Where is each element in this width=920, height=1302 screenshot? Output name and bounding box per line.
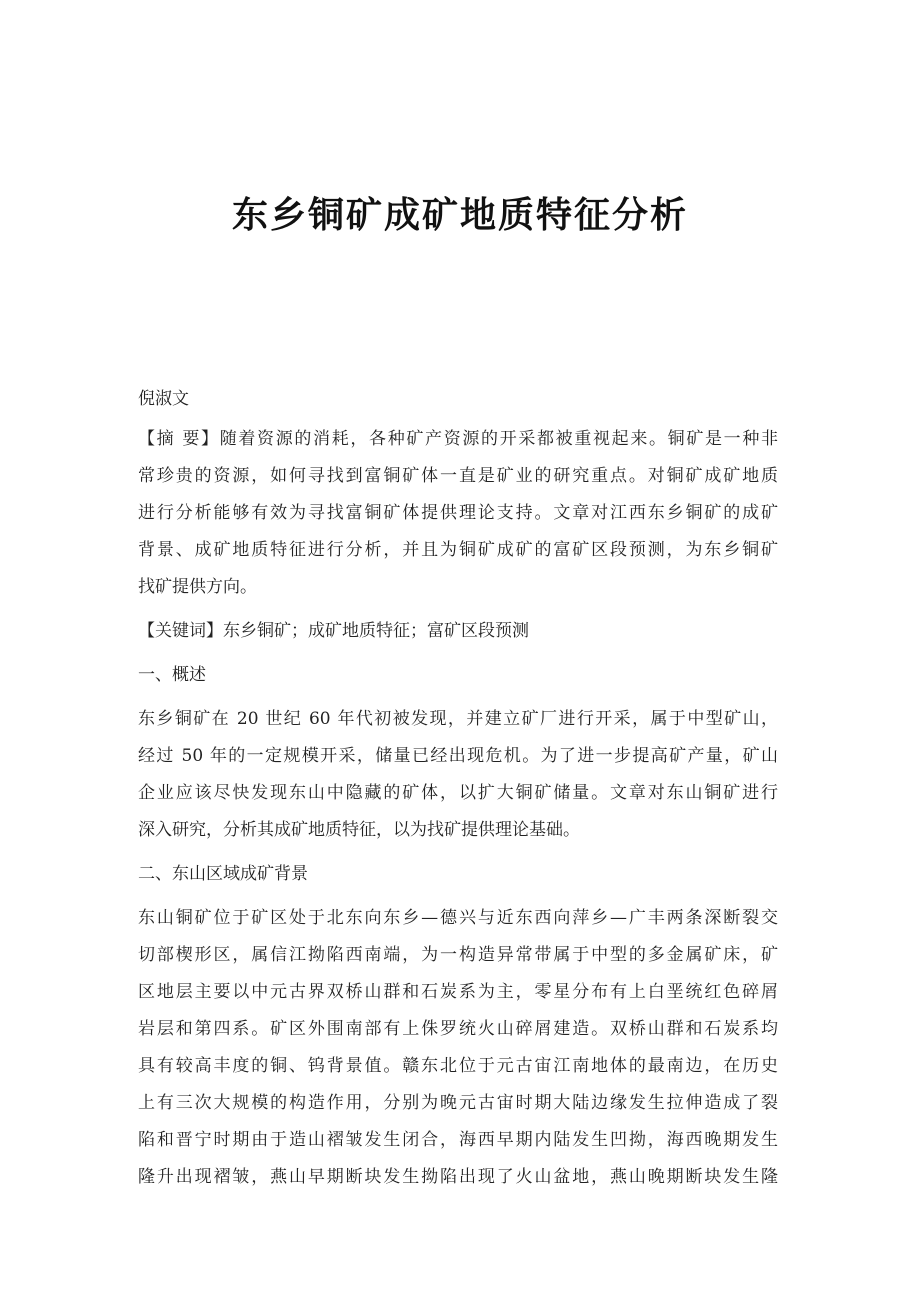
author-name: 倪淑文 — [138, 389, 189, 409]
section-heading — [138, 856, 778, 893]
text-line: 区地层主要以中元古界双桥山群和石炭系为主，零星分布有上白垩统红色碎屑 — [138, 982, 778, 1002]
keywords — [138, 613, 778, 650]
text-line: 切部楔形区，属信江拗陷西南端，为一构造异常带属于中型的多金属矿床，矿 — [138, 945, 778, 965]
text-line: 岩层和第四系。矿区外围南部有上侏罗统火山碎屑建造。双桥山群和石炭系均 — [138, 1019, 778, 1039]
text-line: 东山铜矿位于矿区处于北东向东乡—德兴与近东西向萍乡—广丰两条深断裂交 — [138, 908, 778, 928]
paragraphs — [138, 421, 778, 1196]
paragraph — [138, 900, 778, 1196]
text-line: 【关键词】东乡铜矿；成矿地质特征；富矿区段预测 — [138, 621, 529, 641]
document-title: 东乡铜矿成矿地质特征分析 — [231, 194, 688, 236]
document-body — [138, 381, 778, 1203]
text-line: 二、东山区域成矿背景 — [138, 864, 308, 884]
text-line: 进行分析能够有效为寻找富铜矿体提供理论支持。文章对江西东乡铜矿的成矿 — [138, 503, 778, 523]
text-line: 找矿提供方向。 — [138, 577, 257, 597]
text-line: 隆升出现褶皱，燕山早期断块发生拗陷出现了火山盆地，燕山晚期断块发生隆 — [138, 1167, 778, 1187]
paragraph — [138, 701, 778, 849]
text-line: 背景、成矿地质特征进行分析，并且为铜矿成矿的富矿区段预测，为东乡铜矿 — [138, 540, 778, 560]
text-line: 经过 50 年的一定规模开采，储量已经出现危机。为了进一步提高矿产量，矿山 — [138, 746, 778, 766]
text-line: 深入研究，分析其成矿地质特征，以为找矿提供理论基础。 — [138, 820, 580, 840]
text-line: 东乡铜矿在 20 世纪 60 年代初被发现，并建立矿厂进行开采，属于中型矿山， — [138, 709, 778, 729]
section-heading — [138, 657, 778, 694]
text-line: 陷和晋宁时期由于造山褶皱发生闭合，海西早期内陆发生凹拗，海西晚期发生 — [138, 1130, 778, 1150]
text-line: 具有较高丰度的铜、钨背景值。赣东北位于元古宙江南地体的最南边，在历史 — [138, 1056, 778, 1076]
text-line: 企业应该尽快发现东山中隐藏的矿体，以扩大铜矿储量。文章对东山铜矿进行 — [138, 783, 778, 803]
text-line: 【摘 要】随着资源的消耗，各种矿产资源的开采都被重视起来。铜矿是一种非 — [138, 429, 778, 449]
abstract — [138, 421, 778, 606]
text-line: 一、概述 — [138, 665, 206, 685]
text-line: 常珍贵的资源，如何寻找到富铜矿体一直是矿业的研究重点。对铜矿成矿地质 — [138, 466, 778, 486]
text-line: 上有三次大规模的构造作用，分别为晚元古宙时期大陆边缘发生拉伸造成了裂 — [138, 1093, 778, 1113]
